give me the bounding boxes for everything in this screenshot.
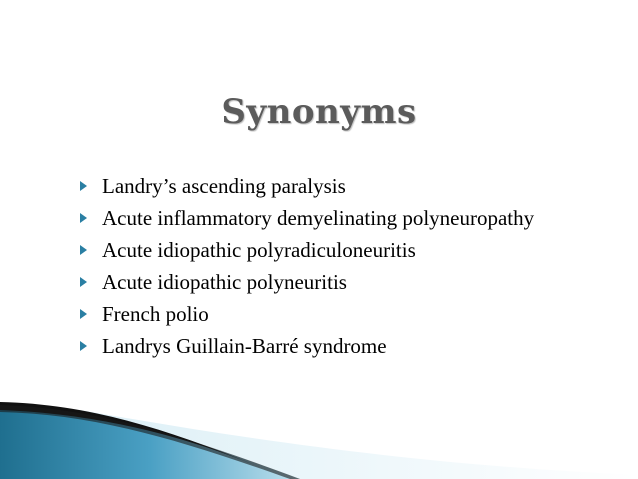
list-item: [80, 202, 534, 234]
list-item: [80, 266, 534, 298]
list-item-text: Acute idiopathic polyradiculoneuritis: [102, 238, 416, 262]
list-item-text: Acute inflammatory demyelinating polyneuropathy: [102, 206, 535, 230]
triangle-right-icon: [80, 245, 87, 255]
list-item: [80, 234, 534, 266]
synonyms-list: [80, 170, 534, 362]
list-item: [80, 330, 534, 362]
list-item: [80, 170, 534, 202]
list-item-text: Acute idiopathic polyneuritis: [102, 270, 347, 294]
list-item-text: French polio: [102, 302, 209, 326]
list-item: [80, 298, 534, 330]
list-item-text: Landrys Guillain-Barré syndrome: [102, 334, 387, 358]
triangle-right-icon: [80, 341, 87, 351]
list-item-text: Landry’s ascending paralysis: [102, 174, 346, 198]
slide-title: Synonyms: [221, 92, 417, 132]
triangle-right-icon: [80, 213, 87, 223]
triangle-right-icon: [80, 277, 87, 287]
triangle-right-icon: [80, 309, 87, 319]
triangle-right-icon: [80, 181, 87, 191]
